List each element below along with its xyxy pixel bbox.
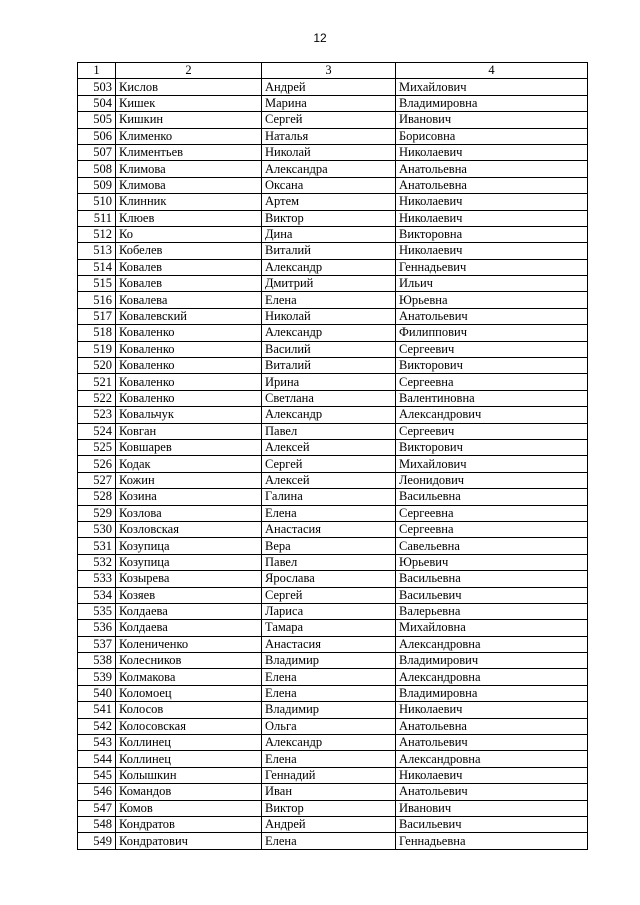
- surname-cell: Клюев: [116, 210, 262, 226]
- table-row: [78, 226, 588, 242]
- table-row: [78, 505, 588, 521]
- patronymic-cell: Сергеевна: [396, 374, 588, 390]
- patronymic-cell: Николаевич: [396, 194, 588, 210]
- patronymic-cell: Александровна: [396, 751, 588, 767]
- row-number-cell: 519: [78, 341, 116, 357]
- patronymic-cell: Сергеевна: [396, 505, 588, 521]
- surname-cell: Колесников: [116, 653, 262, 669]
- surname-cell: Командов: [116, 784, 262, 800]
- table-row: [78, 538, 588, 554]
- table-row: [78, 669, 588, 685]
- row-number-cell: 539: [78, 669, 116, 685]
- patronymic-cell: Иванович: [396, 112, 588, 128]
- table-row: [78, 243, 588, 259]
- surname-cell: Коломоец: [116, 685, 262, 701]
- row-number-cell: 505: [78, 112, 116, 128]
- surname-cell: Ковалева: [116, 292, 262, 308]
- patronymic-cell: Анатольевич: [396, 784, 588, 800]
- row-number-cell: 541: [78, 702, 116, 718]
- patronymic-cell: Сергеевич: [396, 423, 588, 439]
- row-number-cell: 546: [78, 784, 116, 800]
- row-number-cell: 527: [78, 472, 116, 488]
- row-number-cell: 540: [78, 685, 116, 701]
- first-name-cell: Владимир: [262, 653, 396, 669]
- patronymic-cell: Анатольевич: [396, 308, 588, 324]
- surname-cell: Ко: [116, 226, 262, 242]
- surname-cell: Колмакова: [116, 669, 262, 685]
- row-number-cell: 522: [78, 390, 116, 406]
- surname-cell: Кобелев: [116, 243, 262, 259]
- patronymic-cell: Анатольевич: [396, 735, 588, 751]
- row-number-cell: 507: [78, 144, 116, 160]
- row-number-cell: 521: [78, 374, 116, 390]
- surname-cell: Кишек: [116, 95, 262, 111]
- table-row: [78, 636, 588, 652]
- table-row: [78, 325, 588, 341]
- surname-cell: Ковалевский: [116, 308, 262, 324]
- column-header-patronymic: 4: [396, 63, 588, 79]
- patronymic-cell: Ильич: [396, 276, 588, 292]
- first-name-cell: Лариса: [262, 603, 396, 619]
- patronymic-cell: Борисовна: [396, 128, 588, 144]
- table-row: [78, 390, 588, 406]
- patronymic-cell: Васильевна: [396, 571, 588, 587]
- patronymic-cell: Васильевна: [396, 489, 588, 505]
- table-row: [78, 587, 588, 603]
- first-name-cell: Анастасия: [262, 521, 396, 537]
- first-name-cell: Елена: [262, 292, 396, 308]
- table-row: [78, 718, 588, 734]
- first-name-cell: Сергей: [262, 112, 396, 128]
- first-name-cell: Виктор: [262, 210, 396, 226]
- table-row: [78, 161, 588, 177]
- patronymic-cell: Александровна: [396, 636, 588, 652]
- table-row: [78, 358, 588, 374]
- patronymic-cell: Михайловна: [396, 620, 588, 636]
- surname-cell: Колосов: [116, 702, 262, 718]
- row-number-cell: 549: [78, 833, 116, 849]
- surname-cell: Козырева: [116, 571, 262, 587]
- table-row: [78, 571, 588, 587]
- surname-cell: Клименко: [116, 128, 262, 144]
- surname-cell: Кондратович: [116, 833, 262, 849]
- first-name-cell: Иван: [262, 784, 396, 800]
- surname-cell: Козупица: [116, 554, 262, 570]
- first-name-cell: Алексей: [262, 439, 396, 455]
- patronymic-cell: Леонидович: [396, 472, 588, 488]
- first-name-cell: Виктор: [262, 800, 396, 816]
- patronymic-cell: Викторович: [396, 358, 588, 374]
- table-row: [78, 816, 588, 832]
- row-number-cell: 526: [78, 456, 116, 472]
- table-row: [78, 292, 588, 308]
- table-row: [78, 423, 588, 439]
- patronymic-cell: Сергеевич: [396, 341, 588, 357]
- table-row: [78, 735, 588, 751]
- surname-cell: Коваленко: [116, 341, 262, 357]
- column-header-number: 1: [78, 63, 116, 79]
- first-name-cell: Марина: [262, 95, 396, 111]
- row-number-cell: 537: [78, 636, 116, 652]
- surname-cell: Колдаева: [116, 620, 262, 636]
- patronymic-cell: Иванович: [396, 800, 588, 816]
- first-name-cell: Елена: [262, 751, 396, 767]
- first-name-cell: Виталий: [262, 358, 396, 374]
- row-number-cell: 533: [78, 571, 116, 587]
- row-number-cell: 529: [78, 505, 116, 521]
- surname-cell: Козяев: [116, 587, 262, 603]
- table-row: [78, 833, 588, 849]
- surname-cell: Колосовская: [116, 718, 262, 734]
- row-number-cell: 503: [78, 79, 116, 95]
- patronymic-cell: Валентиновна: [396, 390, 588, 406]
- patronymic-cell: Александрович: [396, 407, 588, 423]
- row-number-cell: 538: [78, 653, 116, 669]
- table-row: [78, 685, 588, 701]
- first-name-cell: Ольга: [262, 718, 396, 734]
- surname-cell: Ковальчук: [116, 407, 262, 423]
- first-name-cell: Владимир: [262, 702, 396, 718]
- first-name-cell: Галина: [262, 489, 396, 505]
- header-row: [78, 63, 588, 79]
- table-body: [78, 79, 588, 849]
- patronymic-cell: Викторович: [396, 439, 588, 455]
- patronymic-cell: Николаевич: [396, 144, 588, 160]
- table-row: [78, 489, 588, 505]
- first-name-cell: Елена: [262, 685, 396, 701]
- patronymic-cell: Николаевич: [396, 702, 588, 718]
- first-name-cell: Ярослава: [262, 571, 396, 587]
- patronymic-cell: Геннадьевич: [396, 259, 588, 275]
- first-name-cell: Дмитрий: [262, 276, 396, 292]
- table-header: [78, 63, 588, 79]
- row-number-cell: 513: [78, 243, 116, 259]
- first-name-cell: Дина: [262, 226, 396, 242]
- surname-cell: Коваленко: [116, 358, 262, 374]
- first-name-cell: Александр: [262, 325, 396, 341]
- first-name-cell: Александр: [262, 735, 396, 751]
- table-row: [78, 767, 588, 783]
- table-row: [78, 603, 588, 619]
- table-row: [78, 177, 588, 193]
- surname-cell: Козловская: [116, 521, 262, 537]
- table-row: [78, 784, 588, 800]
- patronymic-cell: Юрьевич: [396, 554, 588, 570]
- table-row: [78, 456, 588, 472]
- row-number-cell: 515: [78, 276, 116, 292]
- table-row: [78, 95, 588, 111]
- first-name-cell: Наталья: [262, 128, 396, 144]
- row-number-cell: 525: [78, 439, 116, 455]
- table-row: [78, 554, 588, 570]
- table-row: [78, 259, 588, 275]
- row-number-cell: 536: [78, 620, 116, 636]
- row-number-cell: 535: [78, 603, 116, 619]
- table-row: [78, 702, 588, 718]
- first-name-cell: Сергей: [262, 587, 396, 603]
- row-number-cell: 508: [78, 161, 116, 177]
- surname-cell: Ковшарев: [116, 439, 262, 455]
- patronymic-cell: Филиппович: [396, 325, 588, 341]
- first-name-cell: Геннадий: [262, 767, 396, 783]
- surname-cell: Ковалев: [116, 259, 262, 275]
- row-number-cell: 518: [78, 325, 116, 341]
- surname-cell: Коллинец: [116, 735, 262, 751]
- table-row: [78, 407, 588, 423]
- row-number-cell: 543: [78, 735, 116, 751]
- table-row: [78, 374, 588, 390]
- table-row: [78, 194, 588, 210]
- surname-cell: Ковалев: [116, 276, 262, 292]
- column-header-surname: 2: [116, 63, 262, 79]
- surname-cell: Колышкин: [116, 767, 262, 783]
- row-number-cell: 511: [78, 210, 116, 226]
- patronymic-cell: Михайлович: [396, 79, 588, 95]
- first-name-cell: Александр: [262, 259, 396, 275]
- row-number-cell: 530: [78, 521, 116, 537]
- patronymic-cell: Николаевич: [396, 243, 588, 259]
- page-number: 12: [313, 31, 327, 45]
- first-name-cell: Светлана: [262, 390, 396, 406]
- patronymic-cell: Владимирович: [396, 653, 588, 669]
- table-row: [78, 751, 588, 767]
- row-number-cell: 524: [78, 423, 116, 439]
- first-name-cell: Елена: [262, 669, 396, 685]
- table-row: [78, 620, 588, 636]
- surname-cell: Комов: [116, 800, 262, 816]
- row-number-cell: 523: [78, 407, 116, 423]
- row-number-cell: 512: [78, 226, 116, 242]
- patronymic-cell: Васильевич: [396, 587, 588, 603]
- row-number-cell: 514: [78, 259, 116, 275]
- row-number-cell: 534: [78, 587, 116, 603]
- surname-cell: Коваленко: [116, 325, 262, 341]
- row-number-cell: 531: [78, 538, 116, 554]
- first-name-cell: Александра: [262, 161, 396, 177]
- surname-cell: Клинник: [116, 194, 262, 210]
- patronymic-cell: Николаевич: [396, 210, 588, 226]
- first-name-cell: Елена: [262, 505, 396, 521]
- table-row: [78, 653, 588, 669]
- surname-cell: Коваленко: [116, 390, 262, 406]
- first-name-cell: Виталий: [262, 243, 396, 259]
- first-name-cell: Оксана: [262, 177, 396, 193]
- table-row: [78, 144, 588, 160]
- first-name-cell: Анастасия: [262, 636, 396, 652]
- surname-cell: Климентьев: [116, 144, 262, 160]
- patronymic-cell: Геннадьевна: [396, 833, 588, 849]
- patronymic-cell: Анатольевна: [396, 177, 588, 193]
- first-name-cell: Тамара: [262, 620, 396, 636]
- patronymic-cell: Александровна: [396, 669, 588, 685]
- row-number-cell: 510: [78, 194, 116, 210]
- surname-cell: Козина: [116, 489, 262, 505]
- first-name-cell: Сергей: [262, 456, 396, 472]
- patronymic-cell: Владимировна: [396, 95, 588, 111]
- first-name-cell: Андрей: [262, 816, 396, 832]
- surname-cell: Коллинец: [116, 751, 262, 767]
- surname-cell: Кодак: [116, 456, 262, 472]
- first-name-cell: Андрей: [262, 79, 396, 95]
- row-number-cell: 548: [78, 816, 116, 832]
- surname-cell: Коваленко: [116, 374, 262, 390]
- table-row: [78, 521, 588, 537]
- patronymic-cell: Валерьевна: [396, 603, 588, 619]
- first-name-cell: Александр: [262, 407, 396, 423]
- patronymic-cell: Викторовна: [396, 226, 588, 242]
- first-name-cell: Алексей: [262, 472, 396, 488]
- surname-cell: Кожин: [116, 472, 262, 488]
- row-number-cell: 520: [78, 358, 116, 374]
- surname-cell: Колдаева: [116, 603, 262, 619]
- patronymic-cell: Сергеевна: [396, 521, 588, 537]
- patronymic-cell: Юрьевна: [396, 292, 588, 308]
- surname-cell: Козупица: [116, 538, 262, 554]
- table-row: [78, 79, 588, 95]
- first-name-cell: Артем: [262, 194, 396, 210]
- row-number-cell: 544: [78, 751, 116, 767]
- table-row: [78, 800, 588, 816]
- row-number-cell: 542: [78, 718, 116, 734]
- patronymic-cell: Михайлович: [396, 456, 588, 472]
- surname-cell: Климова: [116, 177, 262, 193]
- first-name-cell: Василий: [262, 341, 396, 357]
- surname-cell: Колениченко: [116, 636, 262, 652]
- first-name-cell: Елена: [262, 833, 396, 849]
- table-row: [78, 308, 588, 324]
- register-table: [77, 62, 588, 850]
- surname-cell: Кишкин: [116, 112, 262, 128]
- patronymic-cell: Анатольевна: [396, 718, 588, 734]
- first-name-cell: Павел: [262, 554, 396, 570]
- surname-cell: Кислов: [116, 79, 262, 95]
- row-number-cell: 516: [78, 292, 116, 308]
- patronymic-cell: Анатольевна: [396, 161, 588, 177]
- first-name-cell: Павел: [262, 423, 396, 439]
- patronymic-cell: Васильевич: [396, 816, 588, 832]
- row-number-cell: 509: [78, 177, 116, 193]
- patronymic-cell: Савельевна: [396, 538, 588, 554]
- row-number-cell: 528: [78, 489, 116, 505]
- row-number-cell: 545: [78, 767, 116, 783]
- patronymic-cell: Николаевич: [396, 767, 588, 783]
- patronymic-cell: Владимировна: [396, 685, 588, 701]
- table-row: [78, 112, 588, 128]
- surname-cell: Климова: [116, 161, 262, 177]
- first-name-cell: Вера: [262, 538, 396, 554]
- row-number-cell: 547: [78, 800, 116, 816]
- row-number-cell: 504: [78, 95, 116, 111]
- row-number-cell: 532: [78, 554, 116, 570]
- table-row: [78, 439, 588, 455]
- table-row: [78, 210, 588, 226]
- table-row: [78, 276, 588, 292]
- first-name-cell: Николай: [262, 144, 396, 160]
- surname-cell: Ковган: [116, 423, 262, 439]
- row-number-cell: 517: [78, 308, 116, 324]
- row-number-cell: 506: [78, 128, 116, 144]
- table-row: [78, 341, 588, 357]
- table-row: [78, 472, 588, 488]
- table-row: [78, 128, 588, 144]
- surname-cell: Кондратов: [116, 816, 262, 832]
- first-name-cell: Николай: [262, 308, 396, 324]
- surname-cell: Козлова: [116, 505, 262, 521]
- column-header-first-name: 3: [262, 63, 396, 79]
- first-name-cell: Ирина: [262, 374, 396, 390]
